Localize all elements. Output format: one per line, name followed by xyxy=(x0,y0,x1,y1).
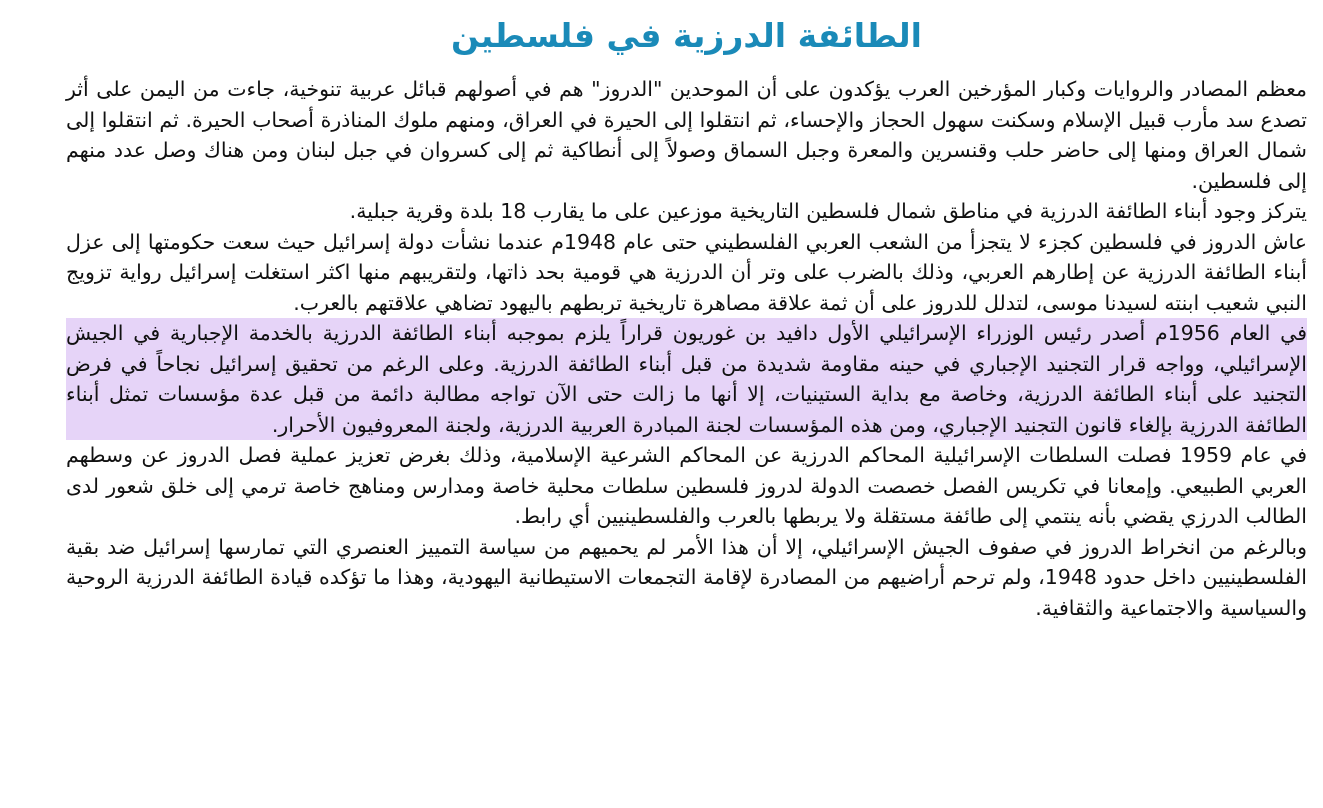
paragraph-conscription-highlighted: في العام 1956م أصدر رئيس الوزراء الإسرائيلي الأول دافيد بن غوريون قراراً يلزم بموجبه أبناء الطائفة الدرزية بالخدمة الإجبارية في الجيش الإسرائيلي، وواجه قرار التجنيد الإجباري في حينه مقاومة شديدة من قبل أبناء الطائفة الدرزية. وعلى الرغم من تحقيق إسرائيل نجاحاً في فرض التجنيد على أبناء الطائفة الدرزية، وخاصة مع بداية الستينيات، إلا أنها ما زالت حتى الآن تواجه مطالبة دائمة من قبل عدة مؤسسات تمثل أبناء الطائفة الدرزية بإلغاء قانون التجنيد الإجباري، ومن هذه المؤسسات لجنة المبادرة العربية الدرزية، ولجنة المعروفيون الأحرار. xyxy=(66,318,1307,440)
paragraph-distribution: يتركز وجود أبناء الطائفة الدرزية في مناطق شمال فلسطين التاريخية موزعين على ما يقارب 18 بلدة وقرية جبلية. xyxy=(349,199,1307,223)
paragraph-courts: في عام 1959 فصلت السلطات الإسرائيلية المحاكم الدرزية عن المحاكم الشرعية الإسلامية، وذلك بغرض تعزيز عملية فصل الدروز عن وسطهم العربي الطبيعي. وإمعانا في تكريس الفصل خصصت الدولة لدروز فلسطين سلطات محلية خاصة ومدارس ومناهج خاصة ترمي إلى خلق شعور لدى الطالب الدرزي يقضي بأنه ينتمي إلى طائفة مستقلة ولا يربطها بالعرب والفلسطينيين أي رابط. xyxy=(66,443,1307,528)
paragraph-origins: معظم المصادر والروايات وكبار المؤرخين العرب يؤكدون على أن الموحدين "الدروز" هم في أصولهم قبائل عربية تنوخية، جاءت من اليمن على أثر تصدع سد مأرب قبيل الإسلام وسكنت سهول الحجاز والإحساء، ثم انتقلوا إلى الحيرة في العراق، ومنهم ملوك المناذرة أصحاب الحيرة. ثم انتقلوا إلى شمال العراق ومنها إلى حاضر حلب وقنسرين والمعرة وجبل السماق وصولاً إلى أنطاكية ثم إلى كسروان في جبل لبنان ومن هناك وصل عدد منهم إلى فلسطين. xyxy=(66,77,1307,193)
paragraph-isolation: عاش الدروز في فلسطين كجزء لا يتجزأ من الشعب العربي الفلسطيني حتى عام 1948م عندما نشأت دولة إسرائيل حيث سعت حكومتها إلى عزل أبناء الطائفة الدرزية عن إطارهم العربي، وذلك بالضرب على وتر أن الدرزية هي قومية بحد ذاتها، ولتقريبهم منها اكثر استغلت إسرائيل رواية تزويج النبي شعيب ابنته لسيدنا موسى، لتدلل للدروز على أن ثمة علاقة مصاهرة تاريخية تربطهم باليهود تضاهي علاقتهم بالعرب. xyxy=(66,229,1307,315)
article-title: الطائفة الدرزية في فلسطين xyxy=(451,16,922,55)
paragraph-discrimination: وبالرغم من انخراط الدروز في صفوف الجيش الإسرائيلي، إلا أن هذا الأمر لم يحميهم من سياسة التمييز العنصري التي تمارسها إسرائيل ضد بقية الفلسطينيين داخل حدود 1948، ولم ترحم أراضيهم من المصادرة لإقامة التجمعات الاستيطانية اليهودية، وهذا ما تؤكده قيادة الطائفة الدرزية الروحية والسياسية والاجتماعية والثقافية. xyxy=(66,534,1307,620)
